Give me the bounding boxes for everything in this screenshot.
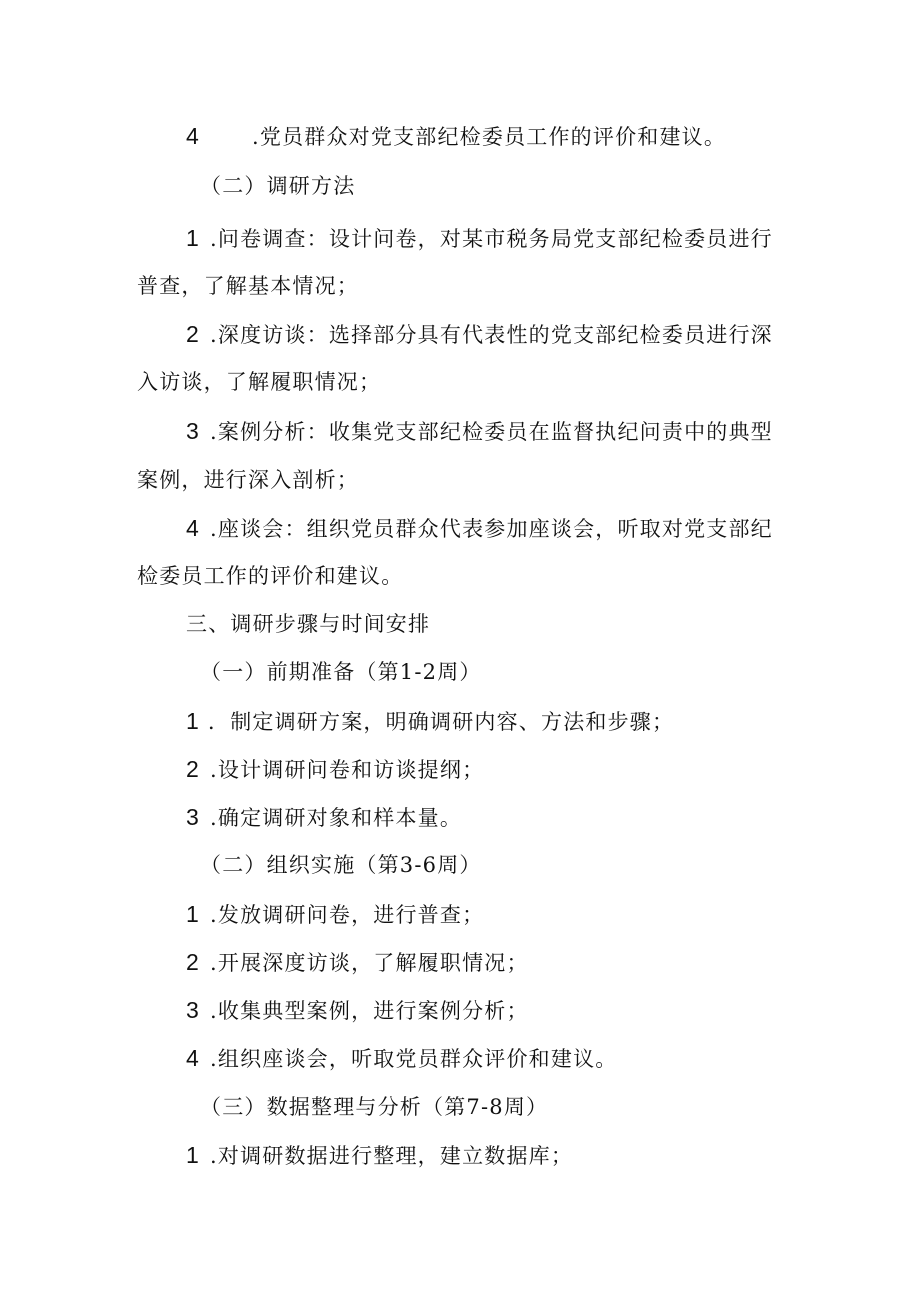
list-item	[186, 803, 462, 832]
item-number: 1	[186, 708, 200, 734]
chapter-heading: 三、调研步骤与时间安排	[186, 612, 431, 636]
list-item	[186, 900, 484, 929]
item-text: .开展深度访谈，了解履职情况；	[210, 951, 529, 975]
list-item	[186, 948, 529, 977]
item-text: .发放调研问卷，进行普查；	[210, 903, 485, 927]
item-text: .党员群众对党支部纪检委员工作的评价和建议。	[252, 125, 727, 149]
section-heading: （三）数据整理与分析（第7-8周）	[200, 1095, 549, 1119]
item-number: 1	[186, 1142, 200, 1168]
item-number: 3	[186, 418, 200, 444]
list-item	[186, 707, 674, 736]
item-number: 1	[186, 901, 200, 927]
item-text: .座谈会：组织党员群众代表参加座谈会，听取对党支部纪	[210, 517, 773, 541]
item-number: 2	[186, 321, 200, 347]
item-text: .设计调研问卷和访谈提纲；	[210, 758, 485, 782]
list-item	[186, 1044, 617, 1073]
item-number: 4	[186, 123, 200, 149]
item-number: 3	[186, 997, 200, 1023]
list-item	[186, 514, 773, 543]
paragraph-continuation: 普查，了解基本情况；	[137, 274, 359, 298]
list-item	[186, 417, 773, 446]
paragraph-continuation: 检委员工作的评价和建议。	[137, 564, 404, 588]
list-item	[186, 1141, 573, 1170]
item-number: 4	[186, 515, 200, 541]
paragraph-continuation: 案例，进行深入剖析；	[137, 468, 359, 492]
item-number: 3	[186, 804, 200, 830]
item-text: .收集典型案例，进行案例分析；	[210, 999, 529, 1023]
item-number: 4	[186, 1045, 200, 1071]
list-item	[186, 122, 726, 151]
item-text: .组织座谈会，听取党员群众评价和建议。	[210, 1047, 618, 1071]
item-text: .对调研数据进行整理，建立数据库；	[210, 1144, 574, 1168]
item-text: .确定调研对象和样本量。	[210, 806, 463, 830]
item-text: .深度访谈：选择部分具有代表性的党支部纪检委员进行深	[210, 323, 773, 347]
section-heading: （二）调研方法	[200, 174, 356, 198]
item-number: 1	[186, 225, 200, 251]
paragraph-continuation: 入访谈，了解履职情况；	[137, 370, 382, 394]
list-item	[186, 320, 773, 349]
item-text: .案例分析：收集党支部纪检委员在监督执纪问责中的典型	[210, 420, 773, 444]
list-item	[186, 755, 484, 784]
item-number: 2	[186, 756, 200, 782]
section-heading: （二）组织实施（第3-6周）	[200, 853, 482, 877]
item-number: 2	[186, 949, 200, 975]
list-item	[186, 224, 773, 253]
section-heading: （一）前期准备（第1-2周）	[200, 660, 482, 684]
item-text: .问卷调查：设计问卷，对某市税务局党支部纪检委员进行	[210, 227, 773, 251]
list-item	[186, 996, 529, 1025]
item-text: ．制定调研方案，明确调研内容、方法和步骤；	[208, 710, 675, 734]
